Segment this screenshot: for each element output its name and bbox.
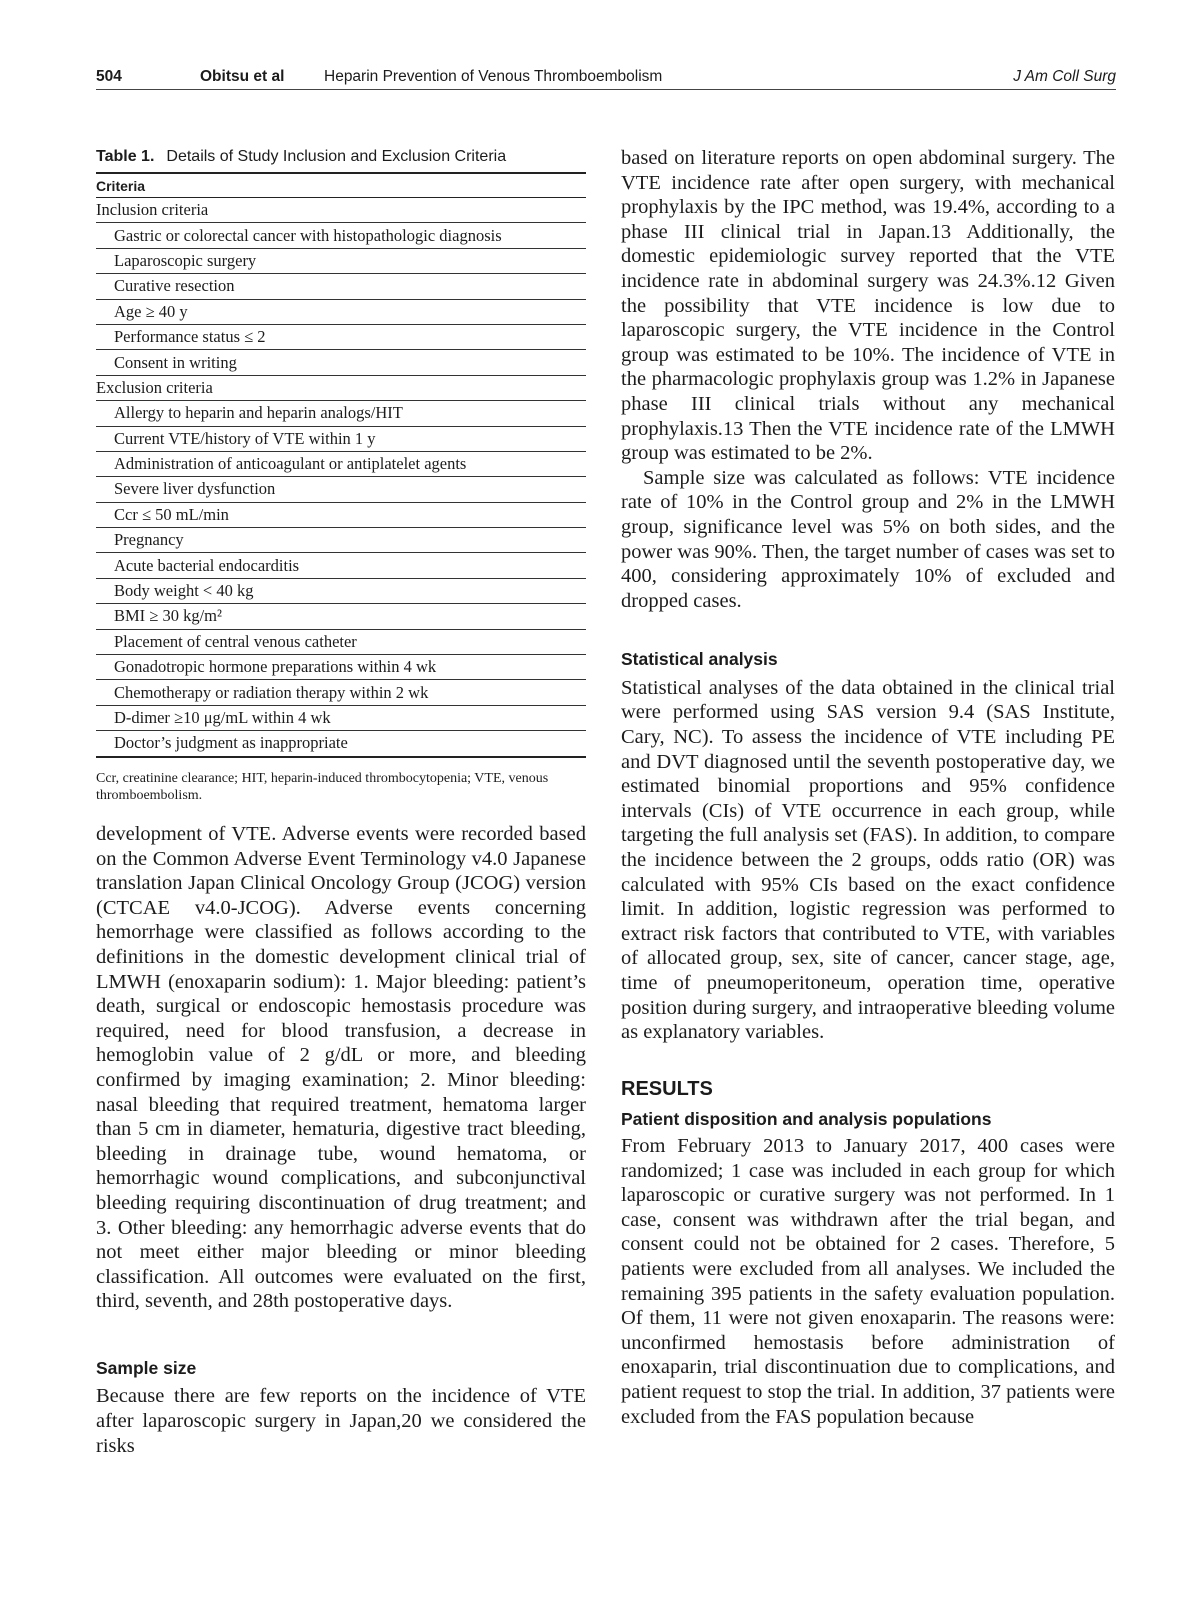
table-label: Table 1. <box>96 148 155 165</box>
left-column-body <box>96 822 586 1458</box>
inclusion-heading: Inclusion criteria <box>96 198 586 223</box>
exclusion-item: Current VTE/history of VTE within 1 y <box>96 426 586 451</box>
exclusion-item: D-dimer ≥10 μg/mL within 4 wk <box>96 705 586 730</box>
paragraph-adverse-events: development of VTE. Adverse events were recorded based on the Common Adverse Event Terminology v4.0 Japanese translation Japan Clinical Oncology Group (JCOG) version (CTCAE v4.0-JCOG). Adverse events concerning hemorrhage were classified as follows according to the definitions in the domestic development clinical trial of LMWH (enoxaparin sodium): 1. Major bleeding: patient’s death, surgical or endoscopic hemostasis procedure was required, need for blood transfusion, a decrease in hemoglobin value of 2 g/dL or more, and bleeding confirmed by imaging examination; 2. Minor bleeding: nasal bleeding that required treatment, hematoma larger than 5 cm in diameter, hematuria, digestive tract bleeding, bleeding in drainage tube, wound hematoma, or hemorrhagic wound complications, and subconjunctival bleeding requiring discontinuation of drug treatment; and 3. Other bleeding: any hemorrhagic adverse events that do not meet either major bleeding or minor bleeding classification. All outcomes were evaluated on the first, third, seventh, and 28th postoperative days. <box>96 823 586 1313</box>
exclusion-item: Severe liver dysfunction <box>96 477 586 502</box>
exclusion-item: Administration of anticoagulant or antiplatelet agents <box>96 451 586 476</box>
header-running-title: Heparin Prevention of Venous Thromboembolism <box>324 68 663 85</box>
table-column-header: Criteria <box>96 173 586 198</box>
page-number: 504 <box>96 68 122 85</box>
right-column-body <box>621 146 1115 1429</box>
inclusion-item: Curative resection <box>96 274 586 299</box>
inclusion-item: Gastric or colorectal cancer with histopathologic diagnosis <box>96 223 586 248</box>
exclusion-heading: Exclusion criteria <box>96 375 586 400</box>
paragraph-risk-estimates: based on literature reports on open abdominal surgery. The VTE incidence rate after open surgery, with mechanical prophylaxis by the IPC method, was 19.4%, according to a phase III clinical trial in Japan.13 Additionally, the domestic epidemiologic survey reported that the VTE incidence rate in abdominal surgery was 24.3%.12 Given the possibility that VTE incidence is low due to laparoscopic surgery, the VTE incidence in the Control group was estimated to be 10%. The incidence of VTE in the pharmacologic prophylaxis group was 1.2% in Japanese phase III clinical trials without any mechanical prophylaxis.13 Then the VTE incidence rate of the LMWH group was estimated to be 2%. <box>621 147 1115 465</box>
table-caption <box>96 148 586 166</box>
inclusion-item: Consent in writing <box>96 350 586 375</box>
table-footnote: Ccr, creatinine clearance; HIT, heparin-induced thrombocytopenia; VTE, venous thromboembolism. <box>96 771 549 803</box>
running-header <box>96 64 1116 90</box>
inclusion-item: Age ≥ 40 y <box>96 299 586 324</box>
section-heading-results: RESULTS <box>621 1077 713 1100</box>
paragraph-sample-calculation: Sample size was calculated as follows: VTE incidence rate of 10% in the Control group and 2% in the LMWH group, significance level was 5% on both sides, and the power was 90%. Then, the target number of cases was set to 400, considering approximately 10% of excluded and dropped cases. <box>621 466 1115 612</box>
exclusion-item: Pregnancy <box>96 528 586 553</box>
table-title: Details of Study Inclusion and Exclusion Criteria <box>166 148 507 165</box>
subsection-heading-disposition: Patient disposition and analysis populations <box>621 1109 992 1130</box>
exclusion-item: Doctor’s judgment as inappropriate <box>96 731 586 757</box>
criteria-table <box>96 172 586 758</box>
exclusion-item: Acute bacterial endocarditis <box>96 553 586 578</box>
header-authors: Obitsu et al <box>200 68 285 85</box>
section-heading-sample-size: Sample size <box>96 1357 197 1378</box>
exclusion-item: Chemotherapy or radiation therapy within 2 wk <box>96 680 586 705</box>
exclusion-item: Allergy to heparin and heparin analogs/HIT <box>96 401 586 426</box>
section-heading-statistical-analysis: Statistical analysis <box>621 649 778 670</box>
inclusion-item: Performance status ≤ 2 <box>96 324 586 349</box>
exclusion-item: Body weight < 40 kg <box>96 578 586 603</box>
exclusion-item: Ccr ≤ 50 mL/min <box>96 502 586 527</box>
inclusion-item: Laparoscopic surgery <box>96 248 586 273</box>
header-rule <box>96 89 1116 90</box>
header-journal: J Am Coll Surg <box>1013 68 1116 85</box>
paragraph-sample-size: Because there are few reports on the incidence of VTE after laparoscopic surgery in Japan,20 we considered the risks <box>96 1385 586 1457</box>
paragraph-statistical-analysis: Statistical analyses of the data obtained in the clinical trial were performed using SAS version 9.4 (SAS Institute, Cary, NC). To assess the incidence of VTE including PE and DVT diagnosed until the seventh postoperative day, we estimated binomial proportions and 95% confidence intervals (CIs) of VTE occurrence in each group, while targeting the full analysis set (FAS). In addition, to compare the incidence between the 2 groups, odds ratio (OR) was calculated with 95% CIs based on the exact confidence limit. In addition, logistic regression was performed to extract risk factors that contributed to VTE, with variables of allocated group, sex, site of cancer, cancer stage, age, time of pneumoperitoneum, operation time, operative position during surgery, and intraoperative bleeding volume as explanatory variables. <box>621 676 1115 1044</box>
exclusion-item: Gonadotropic hormone preparations within 4 wk <box>96 655 586 680</box>
exclusion-item: Placement of central venous catheter <box>96 629 586 654</box>
exclusion-item: BMI ≥ 30 kg/m² <box>96 604 586 629</box>
paragraph-patient-disposition: From February 2013 to January 2017, 400 cases were randomized; 1 case was included in each group for which laparoscopic or curative surgery was not performed. In 1 case, consent was withdrawn after the trial began, and consent could not be obtained for 2 cases. Therefore, 5 patients were excluded from all analyses. We included the remaining 395 patients in the safety evaluation population. Of them, 11 were not given enoxaparin. The reasons were: unconfirmed hemostasis before administration of enoxaparin, trial discontinuation due to complications, and patient request to stop the trial. In addition, 37 patients were excluded from the FAS population because <box>621 1134 1115 1428</box>
